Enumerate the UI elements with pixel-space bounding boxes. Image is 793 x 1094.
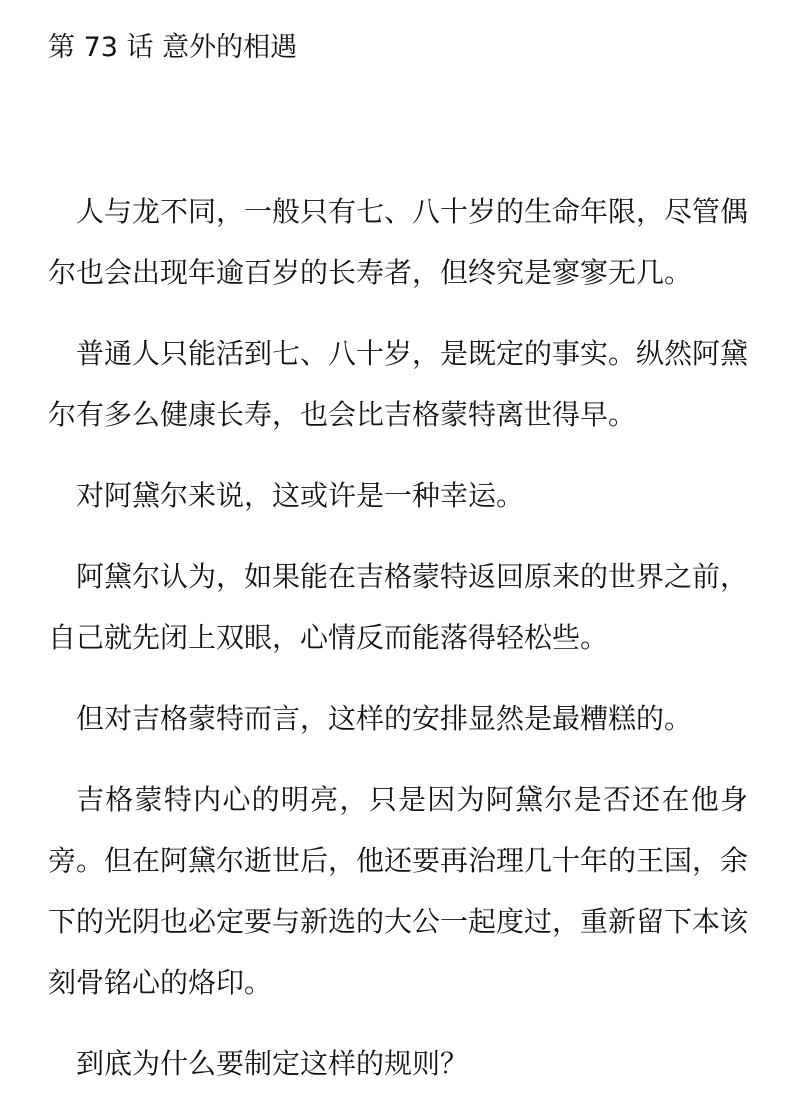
paragraph-6: 吉格蒙特内心的明亮，只是因为阿黛尔是否还在他身旁。但在阿黛尔逝世后，他还要再治理几十年的王国，余下的光阴也必定要与新选的大公一起度过，重新留下本该刻骨铭心的烙印。 — [48, 783, 749, 999]
paragraph-3: 对阿黛尔来说，这或许是一种幸运。 — [76, 479, 525, 512]
chapter-title: 第 73 话 意外的相遇 — [48, 32, 298, 63]
paragraph-4: 阿黛尔认为，如果能在吉格蒙特返回原来的世界之前，自己就先闭上双眼，心情反而能落得轻松些。 — [48, 560, 749, 654]
paragraph-5: 但对吉格蒙特而言，这样的安排显然是最糟糕的。 — [76, 702, 693, 735]
chapter-body — [48, 181, 748, 1094]
paragraph-1: 人与龙不同，一般只有七、八十岁的生命年限，尽管偶尔也会出现年逾百岁的长寿者，但终究是寥寥无几。 — [48, 195, 749, 289]
paragraph-2: 普通人只能活到七、八十岁，是既定的事实。纵然阿黛尔有多么健康长寿，也会比吉格蒙特离世得早。 — [48, 337, 749, 431]
paragraph-7: 到底为什么要制定这样的规则？ — [76, 1047, 469, 1080]
